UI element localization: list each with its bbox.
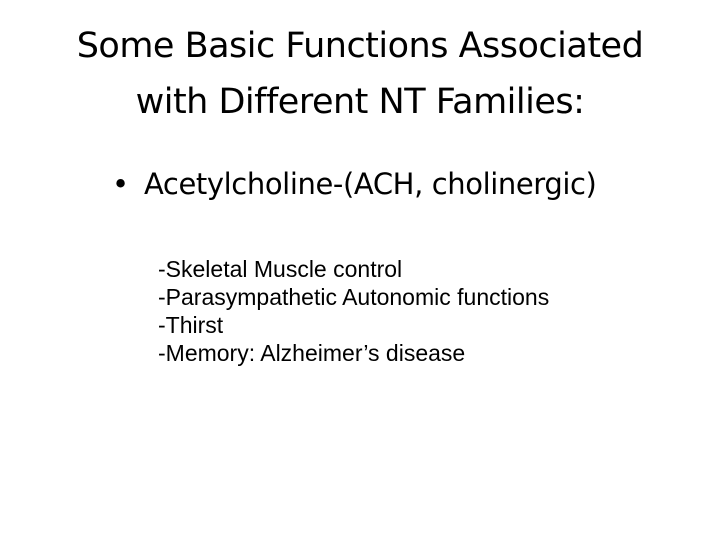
bullet-dot-icon: • [112, 167, 129, 201]
sub-item-thirst: -Thirst [158, 312, 224, 338]
bullet-text: Acetylcholine-(ACH, cholinergic) [144, 167, 597, 201]
sub-list [158, 255, 549, 367]
sub-item-parasympathetic: -Parasympathetic Autonomic functions [158, 284, 550, 310]
bullet-item [112, 160, 596, 208]
title-line-1: Some Basic Functions Associated [76, 26, 644, 66]
sub-item-memory: -Memory: Alzheimer’s disease [158, 340, 466, 366]
sub-item-skeletal-muscle: -Skeletal Muscle control [158, 256, 403, 282]
title-line-2: with Different NT Families: [135, 82, 585, 122]
slide-title [36, 18, 684, 130]
